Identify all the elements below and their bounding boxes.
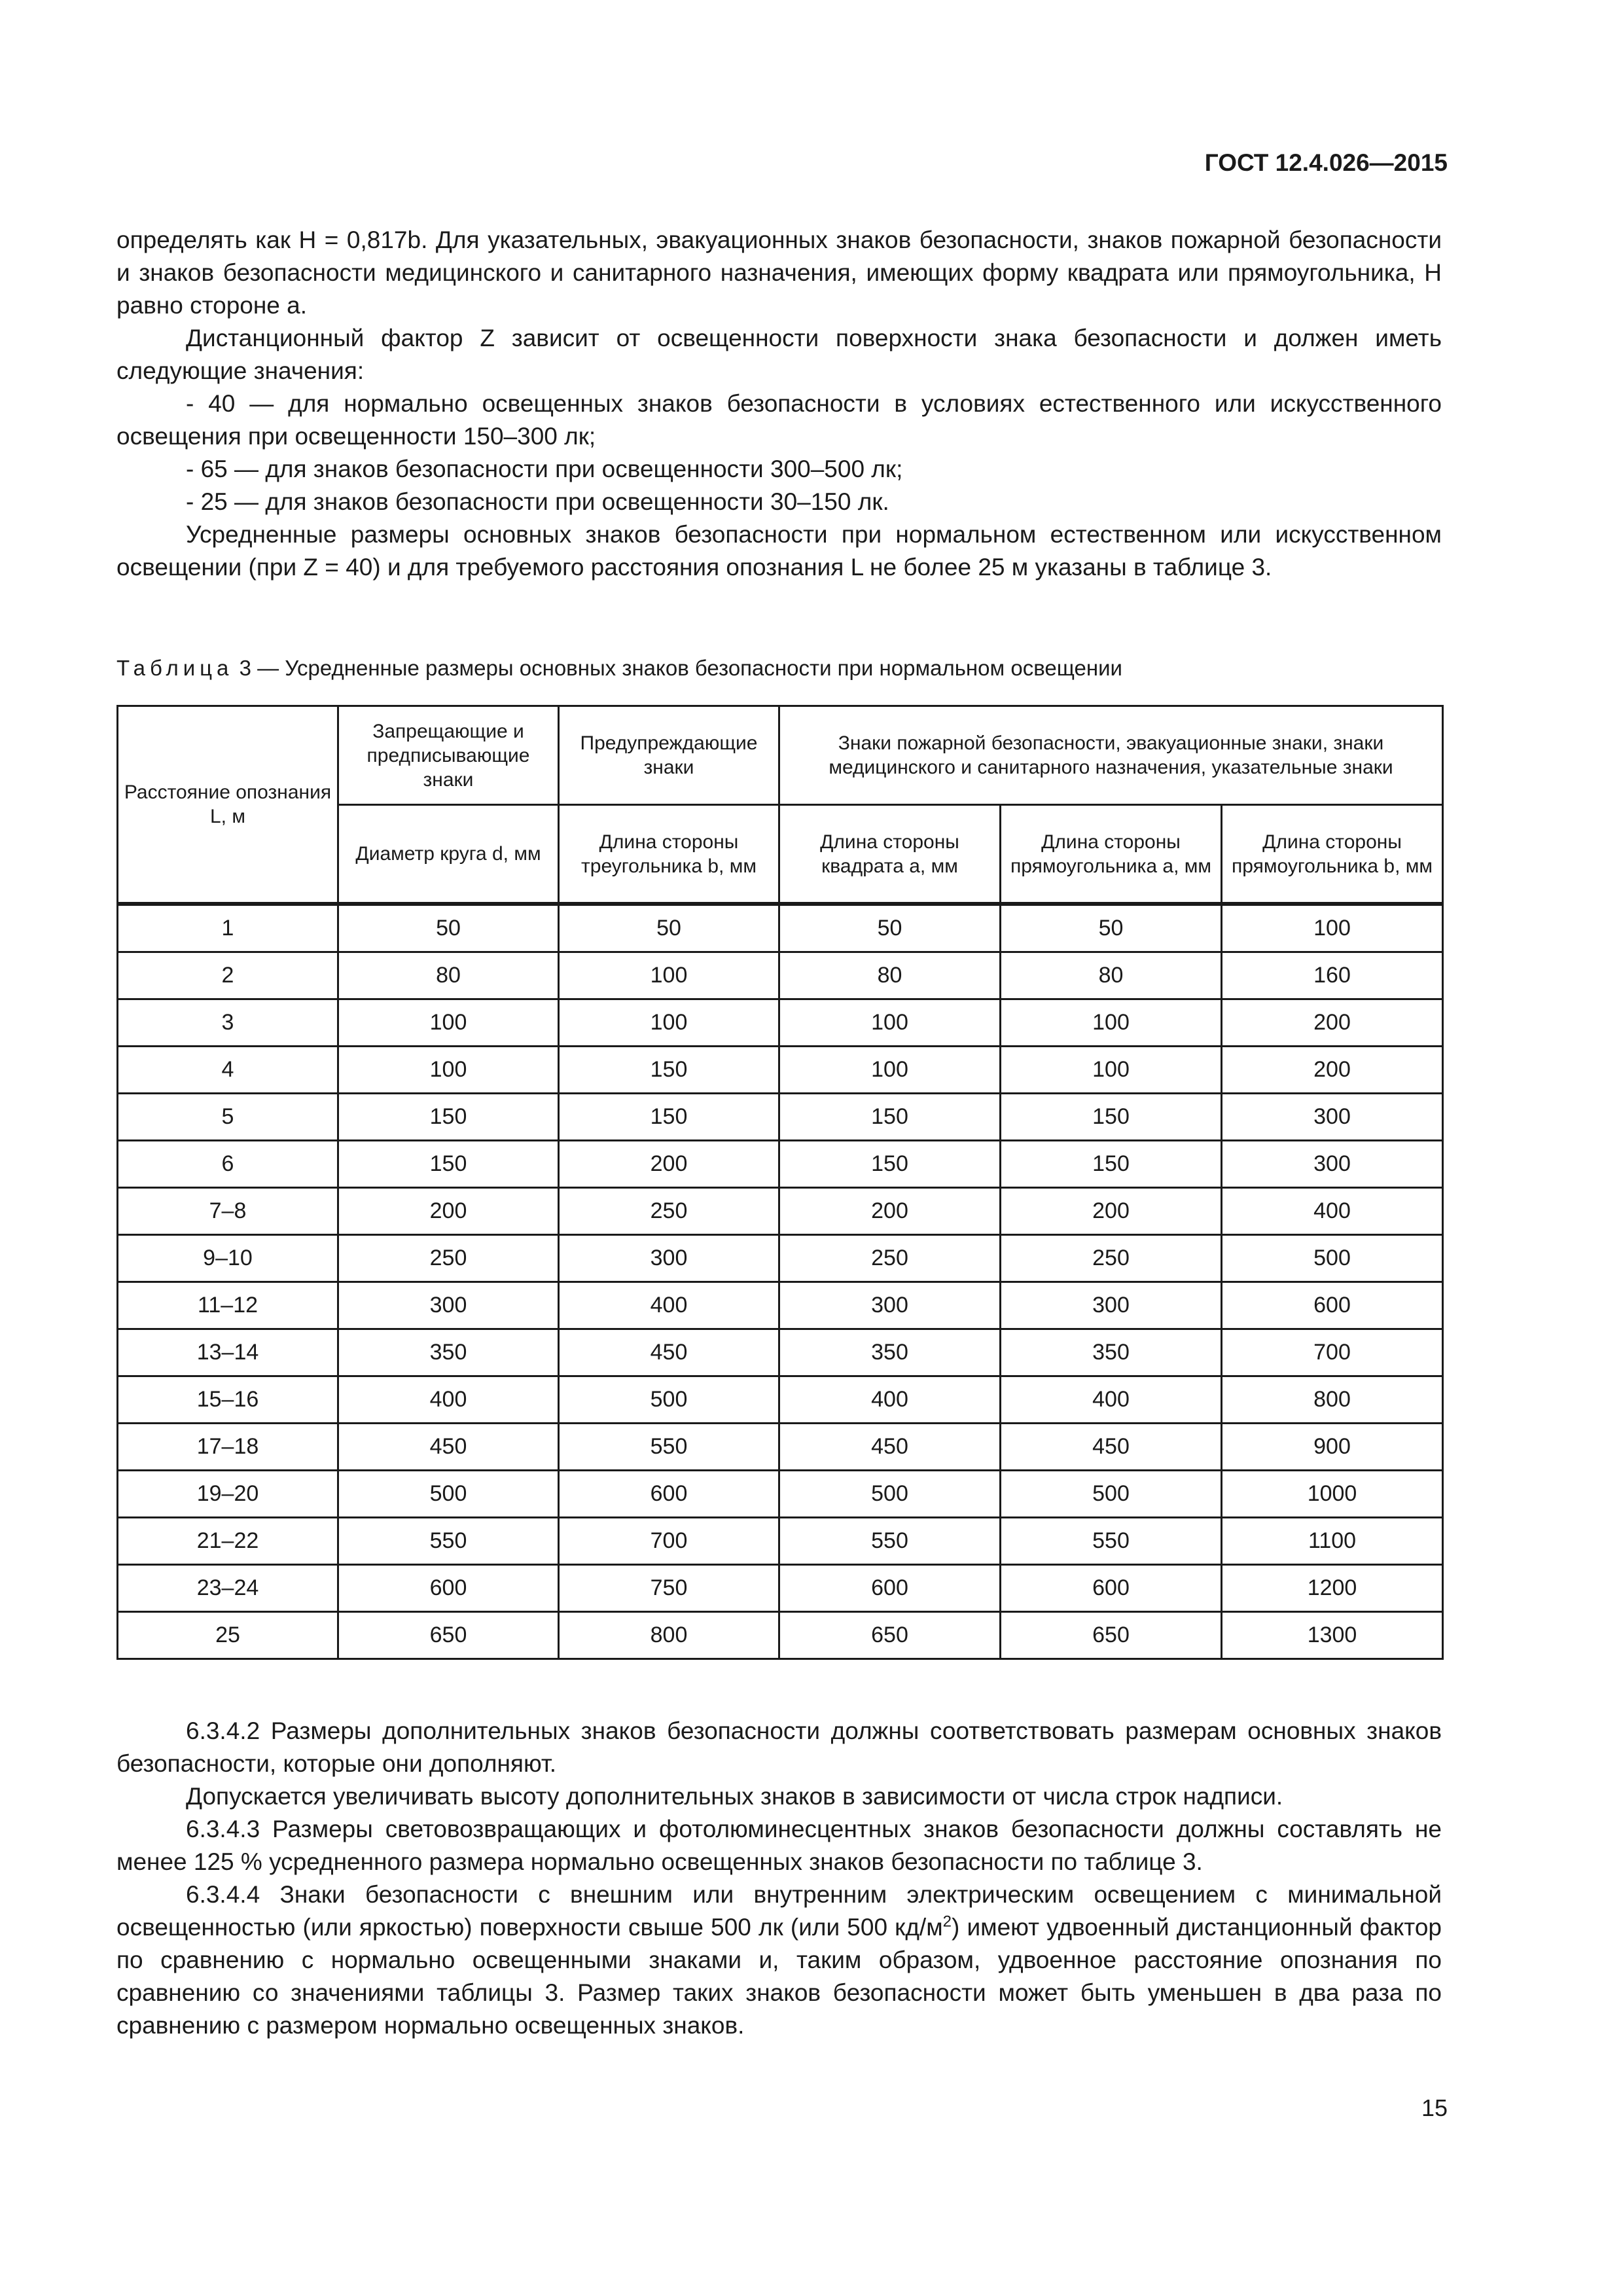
- table-cell: 400: [1001, 1376, 1222, 1424]
- table-cell: 1100: [1222, 1518, 1443, 1565]
- table-cell: 150: [559, 1094, 779, 1141]
- table-cell: 150: [1001, 1141, 1222, 1188]
- page-number: 15: [1421, 2094, 1448, 2121]
- table-cell: 2: [118, 952, 338, 999]
- header-circle-diameter: Диаметр круга d, мм: [338, 805, 559, 905]
- paragraph-part: 6.3.4.4 Знаки безопасности с внешним или внутренним электрическим освещением с минимальной освещенностью (или яркостью) поверхности свыше 500 лк (или 500 кд/м: [116, 1881, 1442, 1941]
- table-row: [118, 1235, 1443, 1282]
- table-3: [116, 705, 1444, 1660]
- header-distance: Расстояние опознания L, м: [118, 706, 338, 905]
- table-cell: 160: [1222, 952, 1443, 999]
- table-cell: 400: [559, 1282, 779, 1329]
- list-item: - 25 — для знаков безопасности при освещенности 30–150 лк.: [186, 488, 889, 515]
- table-row: [118, 1471, 1443, 1518]
- list-item: - 40 — для нормально освещенных знаков безопасности в условиях естественного или искусственного освещения при освещенности 150–300 лк;: [116, 390, 1442, 450]
- table-cell: 450: [338, 1424, 559, 1471]
- table-caption-text: 3 — Усредненные размеры основных знаков безопасности при нормальном освещении: [239, 656, 1122, 680]
- table-row: [118, 1565, 1443, 1612]
- table-cell: 150: [779, 1141, 1001, 1188]
- header-warning: Предупреждающие знаки: [559, 706, 779, 805]
- table-cell: 1300: [1222, 1612, 1443, 1659]
- table-cell: 1200: [1222, 1565, 1443, 1612]
- table-cell: 650: [338, 1612, 559, 1659]
- table-cell: 17–18: [118, 1424, 338, 1471]
- paragraph: Усредненные размеры основных знаков безопасности при нормальном естественном или искусственном освещении (при Z = 40) и для требуемого расстояния опознания L не более 25 м указаны в таблице 3.: [116, 521, 1442, 581]
- table-cell: 650: [779, 1612, 1001, 1659]
- table-caption-label: Таблица: [116, 656, 234, 680]
- table-cell: 600: [1001, 1565, 1222, 1612]
- paragraph: [116, 1878, 1442, 2042]
- top-text-block: [116, 224, 1442, 584]
- table-cell: 750: [559, 1565, 779, 1612]
- table-cell: 4: [118, 1047, 338, 1094]
- table-cell: 50: [559, 904, 779, 952]
- table-cell: 350: [779, 1329, 1001, 1376]
- table-row: [118, 1518, 1443, 1565]
- table-cell: 500: [1001, 1471, 1222, 1518]
- table-cell: 800: [559, 1612, 779, 1659]
- table-cell: 550: [779, 1518, 1001, 1565]
- header-triangle-side: Длина стороны треугольника b, мм: [559, 805, 779, 905]
- table-cell: 550: [559, 1424, 779, 1471]
- superscript: 2: [942, 1912, 952, 1931]
- table-cell: 300: [338, 1282, 559, 1329]
- table-cell: 1: [118, 904, 338, 952]
- table-cell: 7–8: [118, 1188, 338, 1235]
- table-cell: 450: [779, 1424, 1001, 1471]
- table-cell: 700: [1222, 1329, 1443, 1376]
- table-cell: 450: [559, 1329, 779, 1376]
- table-cell: 600: [338, 1565, 559, 1612]
- paragraph: 6.3.4.2 Размеры дополнительных знаков безопасности должны соответствовать размерам основных знаков безопасности, которые они дополняют.: [116, 1717, 1442, 1777]
- bottom-text-block: [116, 1715, 1442, 2042]
- table-row: [118, 1094, 1443, 1141]
- table-cell: 500: [1222, 1235, 1443, 1282]
- table-row: [118, 1329, 1443, 1376]
- table-cell: 25: [118, 1612, 338, 1659]
- table-cell: 23–24: [118, 1565, 338, 1612]
- table-cell: 500: [559, 1376, 779, 1424]
- table-cell: 100: [1001, 999, 1222, 1047]
- list-item: - 65 — для знаков безопасности при освещенности 300–500 лк;: [186, 456, 903, 482]
- table-row: [118, 1047, 1443, 1094]
- table-cell: 19–20: [118, 1471, 338, 1518]
- table-cell: 13–14: [118, 1329, 338, 1376]
- table-cell: 200: [559, 1141, 779, 1188]
- table-cell: 100: [338, 999, 559, 1047]
- table-cell: 150: [559, 1047, 779, 1094]
- table-row: [118, 1282, 1443, 1329]
- table-cell: 50: [779, 904, 1001, 952]
- table-cell: 250: [1001, 1235, 1222, 1282]
- table-row: [118, 904, 1443, 952]
- table-cell: 600: [1222, 1282, 1443, 1329]
- header-rect-side-b: Длина стороны прямоугольника b, мм: [1222, 805, 1443, 905]
- table-cell: 300: [1222, 1141, 1443, 1188]
- table-cell: 300: [1222, 1094, 1443, 1141]
- table-cell: 650: [1001, 1612, 1222, 1659]
- table-cell: 500: [338, 1471, 559, 1518]
- table-cell: 150: [779, 1094, 1001, 1141]
- header-fire-group: Знаки пожарной безопасности, эвакуационные знаки, знаки медицинского и санитарного назначения, указательные знаки: [779, 706, 1443, 805]
- table-cell: 500: [779, 1471, 1001, 1518]
- paragraph: Допускается увеличивать высоту дополнительных знаков в зависимости от числа строк надписи.: [186, 1783, 1283, 1810]
- table-row: [118, 1188, 1443, 1235]
- table-cell: 1000: [1222, 1471, 1443, 1518]
- table-cell: 3: [118, 999, 338, 1047]
- table-cell: 550: [338, 1518, 559, 1565]
- table-cell: 350: [338, 1329, 559, 1376]
- table-row: [118, 1612, 1443, 1659]
- table-cell: 100: [779, 1047, 1001, 1094]
- table-cell: 200: [1222, 999, 1443, 1047]
- table-cell: 150: [338, 1094, 559, 1141]
- table-cell: 80: [338, 952, 559, 999]
- table-row: [118, 1141, 1443, 1188]
- paragraph: 6.3.4.3 Размеры световозвращающих и фотолюминесцентных знаков безопасности должны составлять не менее 125 % усредненного размера нормально освещенных знаков безопасности по таблице 3.: [116, 1816, 1442, 1875]
- table-cell: 150: [338, 1141, 559, 1188]
- table-row: [118, 1424, 1443, 1471]
- table-caption: [116, 656, 1122, 681]
- header-rect-side-a: Длина стороны прямоугольника a, мм: [1001, 805, 1222, 905]
- table-cell: 9–10: [118, 1235, 338, 1282]
- table-cell: 15–16: [118, 1376, 338, 1424]
- table-cell: 550: [1001, 1518, 1222, 1565]
- table-cell: 200: [779, 1188, 1001, 1235]
- table-cell: 11–12: [118, 1282, 338, 1329]
- table-cell: 100: [338, 1047, 559, 1094]
- table-cell: 100: [1001, 1047, 1222, 1094]
- table-cell: 700: [559, 1518, 779, 1565]
- table-cell: 100: [1222, 904, 1443, 952]
- table-cell: 200: [1222, 1047, 1443, 1094]
- table-cell: 6: [118, 1141, 338, 1188]
- table-cell: 5: [118, 1094, 338, 1141]
- table-cell: 450: [1001, 1424, 1222, 1471]
- paragraph: определять как H = 0,817b. Для указательных, эвакуационных знаков безопасности, знаков пожарной безопасности и знаков безопасности медицинского и санитарного назначения, имеющих форму квадрата или прямоугольника, H равно стороне a.: [116, 226, 1442, 319]
- table-cell: 400: [338, 1376, 559, 1424]
- table-cell: 100: [559, 999, 779, 1047]
- table-cell: 80: [1001, 952, 1222, 999]
- table-cell: 80: [779, 952, 1001, 999]
- table-cell: 200: [338, 1188, 559, 1235]
- table-cell: 400: [779, 1376, 1001, 1424]
- table-cell: 100: [779, 999, 1001, 1047]
- table-cell: 150: [1001, 1094, 1222, 1141]
- paragraph: Дистанционный фактор Z зависит от освещенности поверхности знака безопасности и должен иметь следующие значения:: [116, 325, 1442, 384]
- table-cell: 600: [559, 1471, 779, 1518]
- table-cell: 21–22: [118, 1518, 338, 1565]
- paragraph-part: ) имеют удвоенный дистанционный фактор по сравнению с нормально освещенными знаками и, таким образом, удвоенное расстояние опознания по сравнению со значениями таблицы 3. Размер таких знаков безопасности может быть уменьшен в два раза по сравнению с размером нормально освещенных знаков.: [116, 1914, 1442, 2039]
- table-cell: 50: [338, 904, 559, 952]
- table-body: [118, 904, 1443, 1659]
- table-row: [118, 952, 1443, 999]
- table-cell: 300: [779, 1282, 1001, 1329]
- header-prohibiting: Запрещающие и предписывающие знаки: [338, 706, 559, 805]
- table-cell: 800: [1222, 1376, 1443, 1424]
- table-cell: 300: [1001, 1282, 1222, 1329]
- table-cell: 250: [338, 1235, 559, 1282]
- table-row: [118, 1376, 1443, 1424]
- table-cell: 50: [1001, 904, 1222, 952]
- header-square-side: Длина стороны квадрата a, мм: [779, 805, 1001, 905]
- table-row: [118, 999, 1443, 1047]
- document-standard-number: ГОСТ 12.4.026—2015: [1204, 149, 1448, 176]
- table-cell: 250: [779, 1235, 1001, 1282]
- table-cell: 400: [1222, 1188, 1443, 1235]
- table-cell: 300: [559, 1235, 779, 1282]
- table-cell: 900: [1222, 1424, 1443, 1471]
- table-cell: 350: [1001, 1329, 1222, 1376]
- table-cell: 100: [559, 952, 779, 999]
- table-cell: 600: [779, 1565, 1001, 1612]
- table-cell: 200: [1001, 1188, 1222, 1235]
- table-cell: 250: [559, 1188, 779, 1235]
